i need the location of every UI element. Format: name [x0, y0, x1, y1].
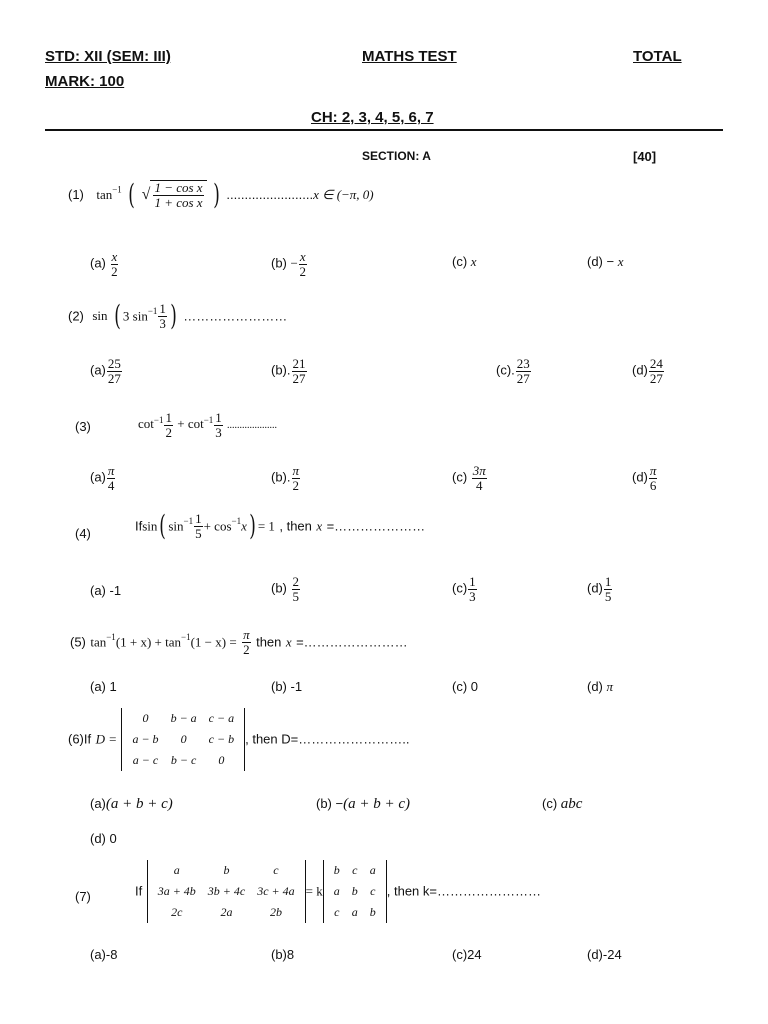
q1-numer: 1 − cos x	[154, 180, 203, 195]
q5-inv1: −1	[106, 632, 116, 643]
q2-paren-open: (	[114, 299, 121, 333]
q7-determinant-left	[147, 860, 306, 923]
q5-option-c: (c) 0	[452, 679, 478, 694]
q5-option-d: (d) π	[587, 679, 614, 694]
q7-matrix-left-cell: 2c	[171, 905, 183, 919]
q7-then: , then k=……………………	[386, 883, 541, 899]
q4-option-c: (c) $\frac{1}{3}$	[452, 574, 476, 604]
q7-option-b: (b)8	[271, 947, 295, 962]
q4-inv1: −1	[183, 516, 194, 527]
q5-xvar: x	[285, 634, 292, 650]
q5-fnum: π	[243, 627, 250, 642]
q6-option-c: (c) abc	[542, 796, 583, 812]
q3-number: (3)	[75, 419, 91, 434]
q1-func: tan	[96, 186, 113, 202]
q5-fden: 2	[243, 641, 250, 657]
question-4	[135, 509, 426, 543]
q4-inv2: −1	[231, 516, 242, 527]
q3-dots: ....................	[227, 420, 278, 432]
q3-option-c: (c) $\frac{3\pi}{4}$	[452, 463, 486, 493]
q1-inv: −1	[112, 184, 122, 195]
q2-inv: −1	[147, 306, 158, 317]
q6-matrix-cell: c − a	[208, 711, 235, 725]
q5-inv2: −1	[181, 632, 191, 643]
section-marks: [40]	[633, 149, 657, 164]
q2-dots: ……………………	[183, 308, 288, 324]
q7-matrix-right-cell: b	[351, 884, 358, 898]
q7-eqk: = k	[305, 883, 323, 899]
q3-f1num: 1	[165, 410, 172, 425]
q4-paren-close: )	[249, 509, 256, 543]
q1-paren-close: )	[213, 177, 220, 211]
q2-fnum: 1	[159, 301, 166, 316]
q2-fden: 3	[159, 315, 166, 331]
q5-arg2: (1 − x) =	[190, 634, 237, 650]
q6-matrix-cell: 0	[218, 753, 225, 767]
q1-sqrt-sign: √	[141, 185, 151, 203]
std-label: STD: XII (SEM: III)	[45, 48, 171, 65]
q7-matrix-left-cell: 3c + 4a	[257, 884, 295, 898]
q6-number: (6)If	[68, 731, 92, 747]
q7-number: (7)	[75, 889, 91, 904]
q6-dvar: D =	[95, 731, 117, 747]
q4-paren-open: (	[159, 509, 167, 543]
q3-cot2: cot	[187, 416, 204, 432]
q6-option-a: (a)(a + b + c)	[90, 796, 173, 812]
q2-number: (2)	[68, 308, 84, 324]
q6-matrix-cell: b − c	[170, 753, 197, 767]
q2-paren-close: )	[170, 299, 177, 333]
q5-tail: =……………………	[296, 634, 408, 650]
q4-x: x	[241, 518, 247, 534]
q4-sin-inner: sin	[168, 518, 184, 534]
q6-matrix-row	[126, 750, 240, 771]
q5-arg1: (1 + x) + tan	[115, 634, 182, 650]
q1-option-d: (d) − x	[587, 254, 624, 269]
question-3	[138, 411, 277, 439]
q4-if: If	[135, 518, 143, 534]
q5-number: (5)	[70, 634, 86, 650]
q6-option-d: (d) 0	[90, 831, 117, 846]
q3-option-b: (b). $\frac{\pi}{2}$	[271, 463, 300, 493]
q7-matrix-left-cell: 2a	[220, 905, 233, 919]
q7-option-a: (a)-8	[90, 947, 118, 962]
q5-then: then	[256, 634, 282, 650]
q2-inner: 3 sin	[122, 308, 148, 324]
q4-option-a: (a) -1	[90, 583, 122, 598]
q7-matrix-right-cell: a	[333, 884, 340, 898]
question-1	[68, 177, 374, 211]
q2-option-b: (b). $\frac{21}{27}$	[271, 356, 306, 386]
q4-xvar: x	[316, 518, 323, 534]
q7-matrix-left-cell: b	[223, 863, 230, 877]
q1-paren-open: (	[128, 177, 136, 211]
q7-matrix-right-cell: c	[370, 884, 376, 898]
q7-matrix-right-cell: c	[334, 905, 340, 919]
q6-then: , then D=……………………..	[245, 731, 410, 747]
mark-label: MARK: 100	[45, 73, 125, 90]
q5-tan: tan	[90, 634, 107, 650]
q7-matrix-right-cell: c	[352, 863, 358, 877]
q7-matrix-left-cell: c	[273, 863, 279, 877]
q3-f2num: 1	[215, 410, 222, 425]
q7-matrix-right-cell: b	[369, 905, 376, 919]
q6-matrix-cell: 0	[180, 732, 187, 746]
q4-fden: 5	[195, 525, 202, 541]
q3-cot1: cot	[138, 416, 154, 432]
question-6	[68, 708, 409, 771]
q2-sin: sin	[92, 308, 108, 324]
q1-option-b: (b) − $\frac{x}{2}$	[271, 249, 306, 279]
q6-matrix-cell: c − b	[208, 732, 235, 746]
q3-option-d: (d) $\frac{\pi}{6}$	[632, 463, 657, 493]
q3-plus: +	[177, 416, 185, 432]
q7-matrix-right-cell: a	[369, 863, 376, 877]
q7-option-c: (c)24	[452, 947, 482, 962]
q7-option-d: (d)-24	[587, 947, 622, 962]
q5-option-a: (a) 1	[90, 679, 117, 694]
q7-matrix-right-cell: a	[351, 905, 358, 919]
q7-matrix-right-cell: b	[333, 863, 340, 877]
q4-then: , then	[279, 518, 312, 534]
q1-option-c: (c) x	[452, 254, 477, 269]
q6-option-b: (b) −(a + b + c)	[316, 796, 410, 812]
q1-domain: x ∈ (−π, 0)	[313, 186, 374, 202]
chapters-label: CH: 2, 3, 4, 5, 6, 7	[311, 109, 434, 126]
q2-option-d: (d) $\frac{24}{27}$	[632, 356, 663, 386]
question-5	[70, 628, 408, 656]
q4-option-d: (d) $\frac{1}{5}$	[587, 574, 612, 604]
q6-matrix-cell: b − a	[170, 711, 197, 725]
q6-matrix-row	[126, 729, 240, 750]
test-title: MATHS TEST	[362, 48, 457, 65]
q4-fnum: 1	[195, 511, 202, 526]
q7-matrix-right-row	[328, 902, 382, 923]
q3-inv2: −1	[203, 414, 214, 425]
q7-if: If	[135, 883, 143, 899]
q1-dots: ........................	[226, 186, 314, 202]
q7-matrix-left-cell: 3b + 4c	[207, 884, 246, 898]
q2-option-a: (a) $\frac{25}{27}$	[90, 356, 121, 386]
q7-matrix-left-row	[152, 860, 301, 881]
q4-eq: = 1	[257, 518, 275, 534]
divider	[45, 129, 723, 131]
q3-inv1: −1	[153, 414, 164, 425]
q4-option-b: (b) $\frac{2}{5}$	[271, 574, 300, 604]
q7-matrix-left-cell: 3a + 4b	[157, 884, 196, 898]
q3-option-a: (a) $\frac{\pi}{4}$	[90, 463, 115, 493]
q4-tail: =…………………	[326, 518, 426, 534]
question-2	[68, 299, 288, 333]
question-7	[135, 860, 541, 923]
q7-matrix-left-row	[152, 902, 301, 923]
q1-denom: 1 + cos x	[154, 194, 203, 210]
q6-matrix-cell: 0	[142, 711, 149, 725]
q5-option-b: (b) -1	[271, 679, 303, 694]
q7-matrix-left-row	[152, 881, 301, 902]
q2-option-c: (c). $\frac{23}{27}$	[496, 356, 530, 386]
q7-determinant-right	[323, 860, 387, 923]
q1-option-a: (a) $\frac{x}{2}$	[90, 249, 118, 279]
q6-matrix-row	[126, 708, 240, 729]
q3-f1den: 2	[165, 424, 172, 440]
q6-matrix-cell: a − b	[132, 732, 159, 746]
q4-plus-cos: + cos	[203, 518, 232, 534]
q7-matrix-right-row	[328, 860, 382, 881]
total-label: TOTAL	[633, 48, 682, 65]
q7-matrix-right-row	[328, 881, 382, 902]
section-title: SECTION: A	[362, 149, 431, 163]
q6-determinant	[121, 708, 245, 771]
q7-matrix-left-cell: a	[173, 863, 180, 877]
q6-matrix-cell: a − c	[132, 753, 159, 767]
q7-matrix-left-cell: 2b	[269, 905, 282, 919]
q1-number: (1)	[68, 186, 84, 202]
q4-number: (4)	[75, 526, 91, 541]
q3-f2den: 3	[215, 424, 222, 440]
q4-sin: sin	[142, 518, 158, 534]
